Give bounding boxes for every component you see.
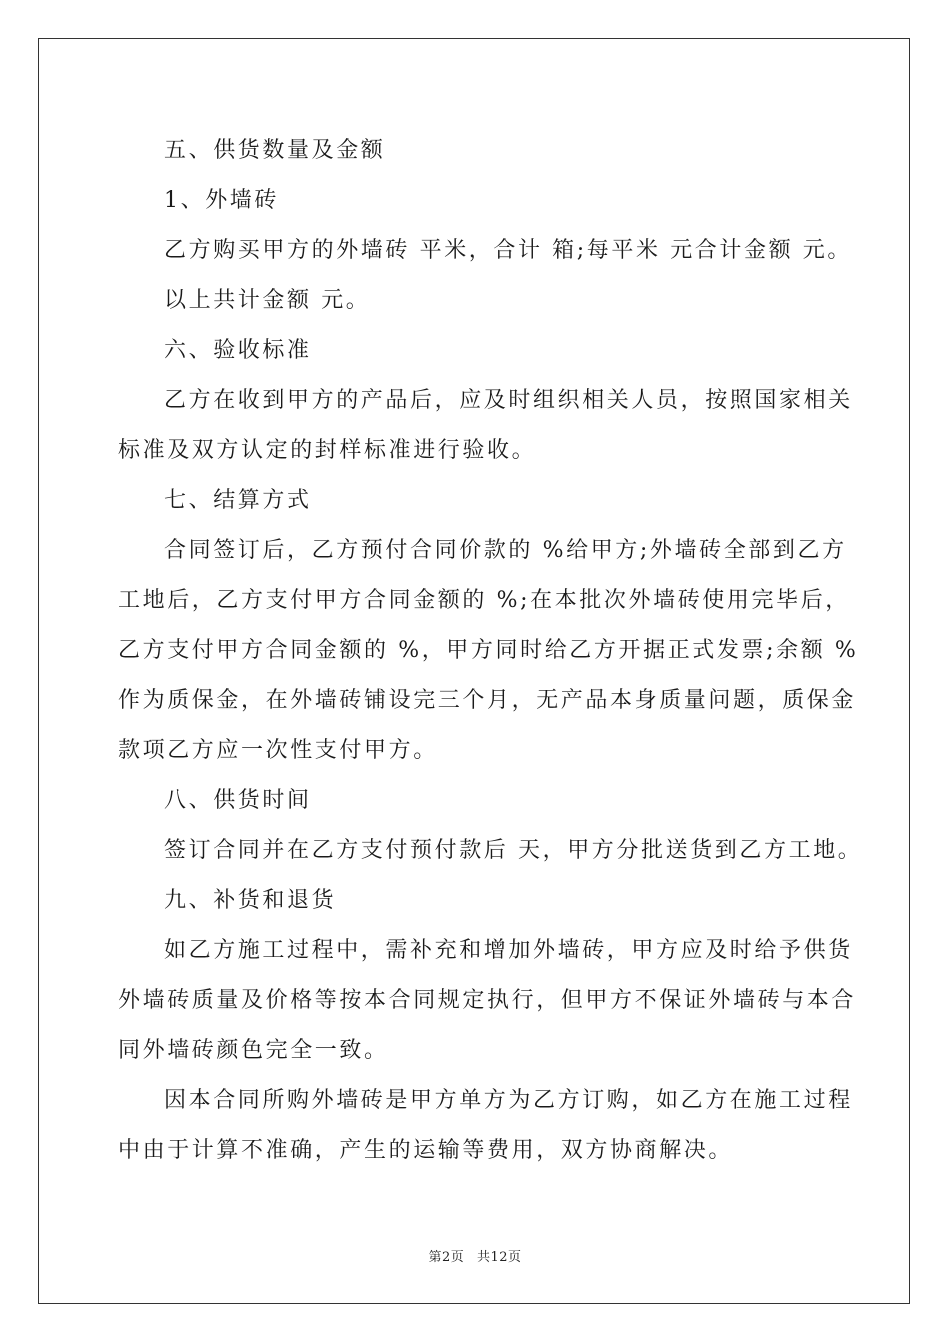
text-line: 以上共计金额 元。 (164, 288, 371, 313)
text-line: 因本合同所购外墙砖是甲方单方为乙方订购，如乙方在施工过程 (164, 1088, 853, 1113)
text-line: 乙方购买甲方的外墙砖 平米，合计 箱;每平米 元合计金额 元。 (164, 238, 852, 263)
text-line: 乙方在收到甲方的产品后，应及时组织相关人员，按照国家相关 (164, 388, 853, 413)
text-line: 合同签订后，乙方预付合同价款的 %给甲方;外墙砖全部到乙方 (164, 538, 847, 563)
page-total: 共12页 (476, 1250, 522, 1265)
text-line: 八、供货时间 (164, 788, 312, 813)
text-line: 中由于计算不准确，产生的运输等费用，双方协商解决。 (118, 1138, 734, 1163)
page-footer (0, 1246, 950, 1265)
text-line: 六、验收标准 (164, 338, 312, 363)
text-line: 款项乙方应一次性支付甲方。 (118, 738, 438, 763)
text-line: 工地后，乙方支付甲方合同金额的 %;在本批次外墙砖使用完毕后， (118, 588, 850, 613)
text-line: 作为质保金，在外墙砖铺设完三个月，无产品本身质量问题，质保金 (118, 688, 857, 713)
text-line: 七、结算方式 (164, 488, 312, 513)
text-line: 外墙砖质量及价格等按本合同规定执行，但甲方不保证外墙砖与本合 (118, 988, 857, 1013)
text-line: 五、供货数量及金额 (164, 138, 386, 163)
text-line: 1、外墙砖 (164, 188, 279, 213)
text-line: 签订合同并在乙方支付预付款后 天，甲方分批送货到乙方工地。 (164, 838, 863, 863)
page-number: 第2页 (428, 1250, 465, 1265)
text-line: 同外墙砖颜色完全一致。 (118, 1038, 389, 1063)
text-line: 标准及双方认定的封样标准进行验收。 (118, 438, 537, 463)
document-body (118, 126, 863, 1176)
text-line: 九、补货和退货 (164, 888, 337, 913)
text-line: 乙方支付甲方合同金额的 %，甲方同时给乙方开据正式发票;余额 % (118, 638, 859, 663)
text-line: 如乙方施工过程中，需补充和增加外墙砖，甲方应及时给予供货 (164, 938, 853, 963)
